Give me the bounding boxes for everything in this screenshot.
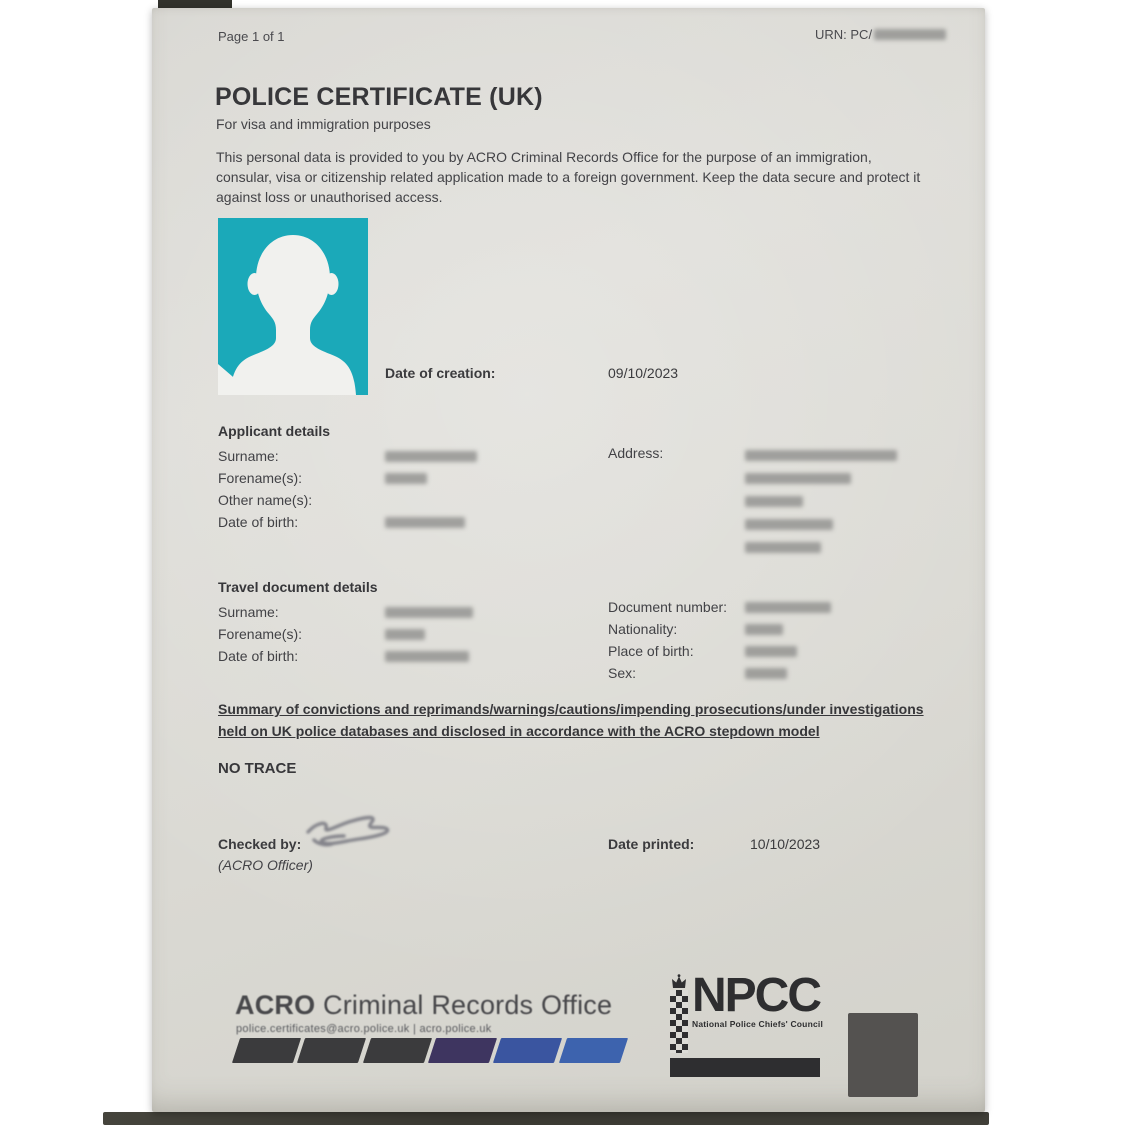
document-title: POLICE CERTIFICATE (UK) bbox=[215, 83, 543, 111]
npcc-checker-column bbox=[670, 974, 688, 1053]
checked-by-label: Checked by: bbox=[218, 836, 302, 852]
address-line-redacted bbox=[745, 542, 821, 553]
person-silhouette-icon bbox=[218, 218, 368, 395]
document-number-row bbox=[608, 596, 948, 618]
address-line-redacted bbox=[745, 496, 803, 507]
urn-label: URN: PC/ bbox=[815, 27, 873, 42]
address-line-redacted bbox=[745, 519, 833, 530]
checkered-band bbox=[670, 990, 688, 1053]
applicant-forename-row bbox=[218, 467, 598, 489]
travel-document-right-column bbox=[608, 596, 948, 684]
acro-logo-rest: Criminal Records Office bbox=[315, 990, 613, 1020]
certificate-sheet bbox=[152, 8, 985, 1112]
place-of-birth-row bbox=[608, 640, 948, 662]
urn-redacted-value bbox=[874, 29, 946, 40]
sex-label: Sex: bbox=[608, 665, 637, 681]
travel-dob-label: Date of birth: bbox=[218, 648, 299, 664]
travel-forename-row bbox=[218, 623, 598, 645]
date-of-creation-value: 09/10/2023 bbox=[608, 365, 679, 381]
travel-surname-label: Surname: bbox=[218, 604, 279, 620]
applicant-surname-row bbox=[218, 445, 598, 467]
officer-signature bbox=[292, 806, 407, 871]
travel-dob-redacted-value bbox=[385, 651, 469, 662]
travel-surname-redacted-value bbox=[385, 607, 473, 618]
address-redacted-lines bbox=[745, 445, 897, 553]
travel-forename-label: Forename(s): bbox=[218, 626, 303, 642]
applicant-details-heading: Applicant details bbox=[218, 423, 331, 439]
acro-logo-wordmark bbox=[235, 990, 612, 1021]
forename-redacted-value bbox=[385, 473, 427, 484]
dob-redacted-value bbox=[385, 517, 465, 528]
chevron-segment bbox=[297, 1038, 366, 1063]
other-names-label: Other name(s): bbox=[218, 492, 313, 508]
chevron-segment bbox=[559, 1038, 628, 1063]
npcc-acronym: NPCC bbox=[692, 969, 821, 1022]
acro-contact-line: police.certificates@acro.police.uk | acro.police.uk bbox=[236, 1023, 492, 1035]
crown-icon bbox=[670, 974, 688, 989]
nationality-row bbox=[608, 618, 948, 640]
address-line-redacted bbox=[745, 473, 851, 484]
applicant-details-section bbox=[218, 423, 598, 533]
chevron-segment bbox=[363, 1038, 432, 1063]
date-printed-value: 10/10/2023 bbox=[750, 836, 821, 852]
place-of-birth-label: Place of birth: bbox=[608, 643, 694, 659]
travel-surname-row bbox=[218, 601, 598, 623]
acro-officer-label: (ACRO Officer) bbox=[218, 857, 313, 873]
travel-document-section bbox=[218, 579, 598, 667]
npcc-logo bbox=[670, 969, 824, 1053]
chevron-segment bbox=[428, 1038, 497, 1063]
sex-redacted-value bbox=[745, 668, 787, 679]
travel-dob-row bbox=[218, 645, 598, 667]
surname-redacted-value bbox=[385, 451, 477, 462]
urn bbox=[815, 27, 946, 42]
chevron-segment bbox=[493, 1038, 562, 1063]
address-line-redacted bbox=[745, 450, 897, 461]
address-section bbox=[608, 445, 897, 553]
redacted-stamp-square bbox=[848, 1013, 918, 1097]
signature-scribble-icon bbox=[292, 806, 407, 866]
document-number-label: Document number: bbox=[608, 599, 728, 615]
npcc-underline-bar bbox=[670, 1058, 820, 1077]
npcc-subtitle: National Police Chiefs' Council bbox=[692, 1019, 824, 1029]
document-subtitle: For visa and immigration purposes bbox=[216, 116, 431, 132]
dob-label: Date of birth: bbox=[218, 514, 299, 530]
intro-paragraph: This personal data is provided to you by ACRO Criminal Records Office for the purpose of an immigration, consular, visa or citizenship related application made to a foreign government. Keep the data secure and protect it against loss or unauthorised access. bbox=[216, 149, 921, 205]
applicant-dob-row bbox=[218, 511, 598, 533]
travel-document-heading: Travel document details bbox=[218, 579, 378, 595]
summary-heading: Summary of convictions and reprimands/warnings/cautions/impending prosecutions/under investigations held on UK police databases and disclosed in accordance with the ACRO stepdown model bbox=[218, 701, 924, 739]
address-label: Address: bbox=[608, 445, 664, 461]
acro-chevron-stripe bbox=[236, 1038, 624, 1063]
applicant-other-names-row bbox=[218, 489, 598, 511]
place-of-birth-redacted-value bbox=[745, 646, 797, 657]
no-trace-result: NO TRACE bbox=[218, 760, 297, 777]
applicant-photo-placeholder bbox=[218, 218, 368, 395]
page-indicator: Page 1 of 1 bbox=[218, 29, 285, 44]
sex-row bbox=[608, 662, 948, 684]
nationality-redacted-value bbox=[745, 624, 783, 635]
forename-label: Forename(s): bbox=[218, 470, 303, 486]
date-of-creation-label: Date of creation: bbox=[385, 365, 496, 381]
photo-background-edge-bottom bbox=[103, 1112, 989, 1125]
nationality-label: Nationality: bbox=[608, 621, 678, 637]
travel-forename-redacted-value bbox=[385, 629, 425, 640]
chevron-segment bbox=[232, 1038, 301, 1063]
date-printed-label: Date printed: bbox=[608, 836, 695, 852]
acro-logo-bold: ACRO bbox=[235, 990, 316, 1020]
document-number-redacted-value bbox=[745, 602, 831, 613]
surname-label: Surname: bbox=[218, 448, 279, 464]
